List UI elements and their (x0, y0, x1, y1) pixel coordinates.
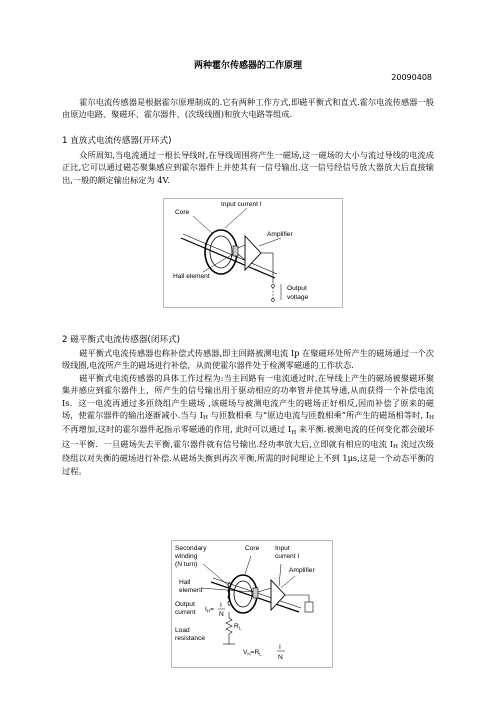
label-input-current: Input current I (221, 201, 262, 208)
label-amplifier: Amplifier (267, 231, 293, 238)
section2-body (62, 347, 434, 477)
ih-denominator: N (219, 611, 224, 618)
label-element: element (179, 587, 203, 594)
section1-heading: 1 直放式电流传感器(开环式) (62, 136, 172, 146)
label-output: Output (287, 285, 307, 292)
section1-body (62, 149, 434, 186)
label-resistance: resistance (175, 635, 206, 642)
label-load: Load (175, 627, 190, 634)
intro-text: 霍尔电流传感器是根据霍尔原理制成的.它有两种工作方式,即磁平衡式和直式.霍尔电流传感器一般由原边电路、聚磁环、霍尔器件、(次级线圈)和放大电路等组成. (62, 97, 434, 120)
vh-denominator: N (278, 654, 283, 661)
section1-paragraph: 众所周知,当电流通过一根长导线时,在导线周围将产生一磁场,这一磁场的大小与流过导线的电流成正比,它可以通过磁芯聚集感应到霍尔器件上并使其有一信号输出.这一信号经信号放大器放大后直接输出,一般的额定输出标定为 4V. (62, 150, 434, 185)
section2-paragraph-2: 磁平衡式电流传感器的具体工作过程为:当主回路有一电流通过时,在导线上产生的磁场被聚磁环聚集并感应到霍尔器件上，所产生的信号输出用于驱动相应的功率管并使其导通,从而获得一个补偿电流 Is．这一电流再通过多匝绕组产生磁场 ,该磁场与被测电流产生的磁场正好相反,因而补偿了原来的磁场，使霍尔器件的输出逐渐减小.当与 $I_H$ 与匝数相乘 与“原边电流与匝数相乘”所产生的磁场相等时, $I_H$ 不再增加,这时的霍尔器件起指示零磁通的作用, 此时可以通过 $I_H$ 来平衡.被测电流的任何变化都会破坏这一平衡．一旦磁场失去平衡,霍尔器件就有信号输出.经功率放大后,立即就有相应的电流 $I_H$ 流过次级绕组以对失衡的磁场进行补偿.从磁场失衡到再次平衡,所需的时间理论上不到 1μs,这是一个动态平衡的过程。 (62, 372, 434, 476)
amplifier-shape-2 (271, 580, 285, 610)
doc-title: 两种霍尔传感器的工作原理 (193, 61, 302, 71)
vh-formula: $V_H=R_L$ (243, 649, 262, 657)
label-n-turn: (N turn) (175, 561, 198, 568)
section2-paragraph-1: 磁平衡式电流传感器也称补偿式传感器,即主回路被测电流 Ip 在聚磁环处所产生的磁场通过一个次级线圈,电流所产生的磁场进行补偿，从而使霍尔器件处于检测零磁通的工作状态. (62, 348, 434, 371)
label-input: Input (275, 545, 290, 552)
label-voltage: voltage (287, 294, 309, 301)
load-resistor-shape (226, 618, 232, 634)
label-core-2: Core (245, 545, 260, 552)
intro-paragraph (62, 96, 434, 121)
ih-symbol: $I_H=$ (205, 606, 214, 614)
figure-closed-loop (171, 540, 333, 668)
figure-open-loop (163, 198, 343, 308)
label-hall-element: Hall element (173, 273, 210, 280)
label-amplifier-2: Amplifier (289, 567, 315, 574)
label-winding: winding (175, 553, 198, 560)
label-current-i: current I (275, 553, 300, 560)
label-hall: Hall (179, 579, 191, 586)
hall-element-shape (233, 246, 238, 256)
amplifier-shape (245, 236, 261, 270)
label-core: Core (175, 209, 190, 216)
rl-symbol: $R_L$ (234, 623, 242, 631)
label-output-2: Output (175, 601, 195, 608)
label-current: current (175, 609, 196, 616)
closed-loop-diagram (171, 540, 333, 668)
vh-numerator: I (279, 644, 281, 651)
open-loop-diagram (163, 198, 343, 308)
label-secondary: Secondary (175, 545, 207, 552)
doc-date: 20090408 (391, 73, 432, 82)
section2-heading: 2 磁平衡式电流传感器(闭环式) (62, 335, 181, 345)
ih-numerator: I (220, 602, 222, 609)
